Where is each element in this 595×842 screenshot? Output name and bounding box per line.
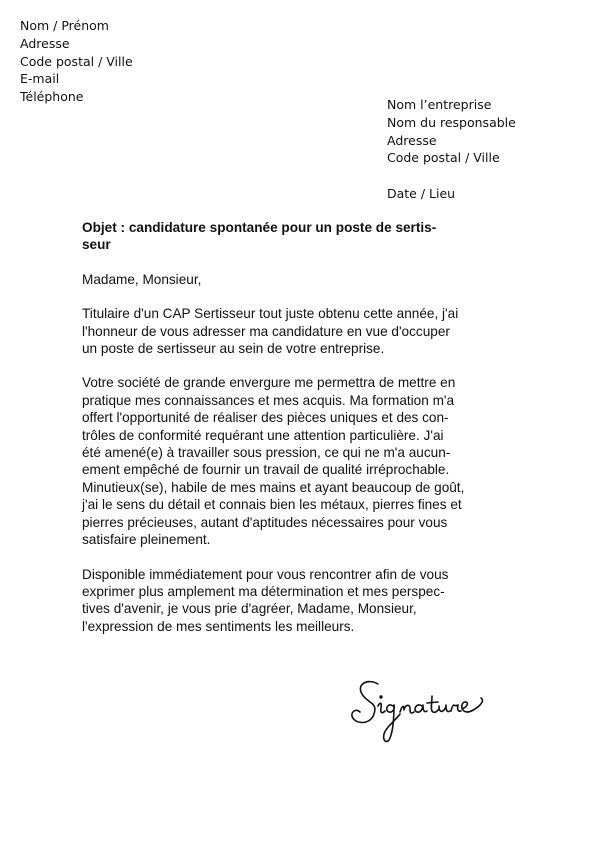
paragraph-line: ement empêché de fournir un travail de qualité irréprochable. [82,462,450,478]
paragraph-line: pierres précieuses, autant d'aptitudes nécessaires pour vous [82,514,448,530]
subject-line-2: seur [82,237,111,253]
sender-postal-city: Code postal / Ville [20,53,133,69]
sender-name: Nom / Prénom [20,18,109,33]
subject-line-1: Objet : candidature spontanée pour un poste de sertis- [82,220,437,235]
paragraph-line: été amené(e) à travailler sous pression, ce qui ne m'a aucun- [82,445,451,461]
paragraph-line: exprimer plus amplement ma détermination et mes perspec- [82,583,445,599]
subject-line [82,219,522,254]
recipient-company: Nom l’entreprise [387,97,492,112]
paragraph-line: trôles de conformité requérant une attention particulière. J'ai [82,427,444,443]
paragraph-line: pratique mes connaissances et mes acquis. Ma formation m'a [82,392,455,408]
paragraph-closing [82,566,522,636]
paragraph-line: Votre société de grande envergure me permettra de mettre en [82,375,456,391]
date-place: Date / Lieu [387,186,456,202]
sender-email: E-mail [20,71,60,87]
paragraph-line: offert l'opportunité de réaliser des pièces uniques et des con- [82,410,449,426]
sender-address: Adresse [20,35,70,51]
paragraph-line: un poste de sertisseur au sein de votre entreprise. [82,341,385,357]
paragraph-line: Titulaire d'un CAP Sertisseur tout juste obtenu cette année, j'ai [82,306,459,322]
paragraph-line: tives d'avenir, je vous prie d'agréer, Madame, Monsieur, [82,601,417,617]
sender-block [20,17,133,106]
recipient-address: Adresse [387,132,437,148]
recipient-block [387,96,516,203]
paragraph-line: Minutieux(se), habile de mes mains et ayant beaucoup de goût, [82,479,465,495]
handwritten-signature [348,672,488,747]
paragraph-line: j'ai le sens du détail et connais bien les métaux, pierres fines et [82,497,462,513]
paragraph-intro [82,305,522,357]
sender-phone: Téléphone [20,89,84,105]
paragraph-line: satisfaire pleinement. [82,532,211,548]
paragraph-line: Disponible immédiatement pour vous rencontrer afin de vous [82,566,449,582]
letter-body [82,219,522,652]
recipient-manager: Nom du responsable [387,114,516,130]
signature-icon [348,672,488,747]
paragraph-line: l'honneur de vous adresser ma candidature en vue d'occuper [82,323,450,339]
paragraph-line: l'expression de mes sentiments les meilleurs. [82,618,355,634]
paragraph-skills [82,374,522,548]
recipient-postal-city: Code postal / Ville [387,150,500,166]
greeting: Madame, Monsieur, [82,271,202,287]
